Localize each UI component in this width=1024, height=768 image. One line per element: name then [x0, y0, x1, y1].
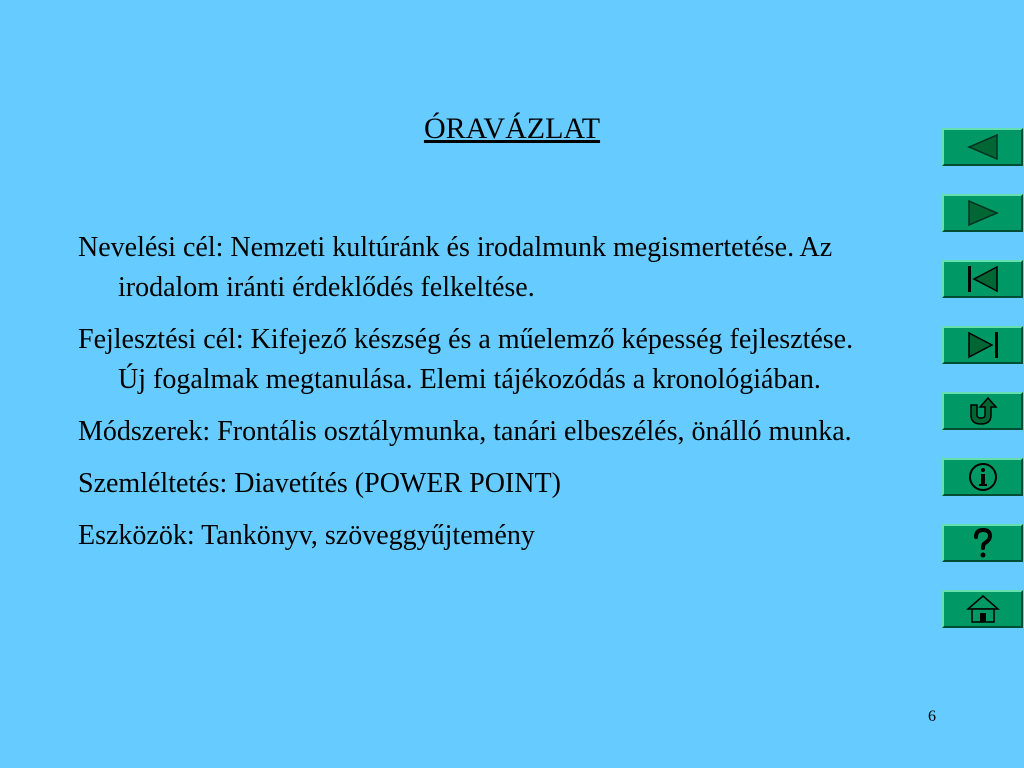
- navigation-buttons: [942, 128, 1024, 656]
- paragraph-illustration: Szemléltetés: Diavetítés (POWER POINT): [78, 468, 561, 499]
- question-mark-icon: [969, 526, 997, 560]
- slide-title: ÓRAVÁZLAT: [423, 112, 601, 145]
- skip-to-start-icon: [965, 264, 1001, 294]
- help-button[interactable]: [942, 524, 1023, 562]
- slide-content: [78, 228, 878, 568]
- first-slide-button[interactable]: [942, 260, 1023, 298]
- paragraph-tools: Eszközök: Tankönyv, szöveggyűjtemény: [78, 520, 535, 551]
- previous-slide-button[interactable]: [942, 128, 1023, 166]
- paragraph-educational-goal: Nevelési cél: Nemzeti kultúránk és irodalmunk megismertetése. Az irodalom iránti érdeklődés felkeltése.: [78, 232, 833, 303]
- home-icon: [965, 593, 1001, 625]
- return-u-turn-icon: [965, 395, 1001, 427]
- next-slide-button[interactable]: [942, 194, 1023, 232]
- paragraph-methods: Módszerek: Frontális osztálymunka, tanári elbeszélés, önálló munka.: [78, 416, 852, 447]
- slide-number: 6: [928, 708, 936, 725]
- home-button[interactable]: [942, 590, 1023, 628]
- info-icon: [967, 461, 999, 493]
- arrow-right-icon: [965, 199, 1001, 227]
- last-slide-button[interactable]: [942, 326, 1023, 364]
- information-button[interactable]: [942, 458, 1023, 496]
- return-button[interactable]: [942, 392, 1023, 430]
- paragraph-development-goal: Fejlesztési cél: Kifejező készség és a műelemző képesség fejlesztése. Új fogalmak megtanulása. Elemi tájékozódás a kronológiában.: [78, 324, 854, 395]
- skip-to-end-icon: [965, 330, 1001, 360]
- arrow-left-icon: [965, 133, 1001, 161]
